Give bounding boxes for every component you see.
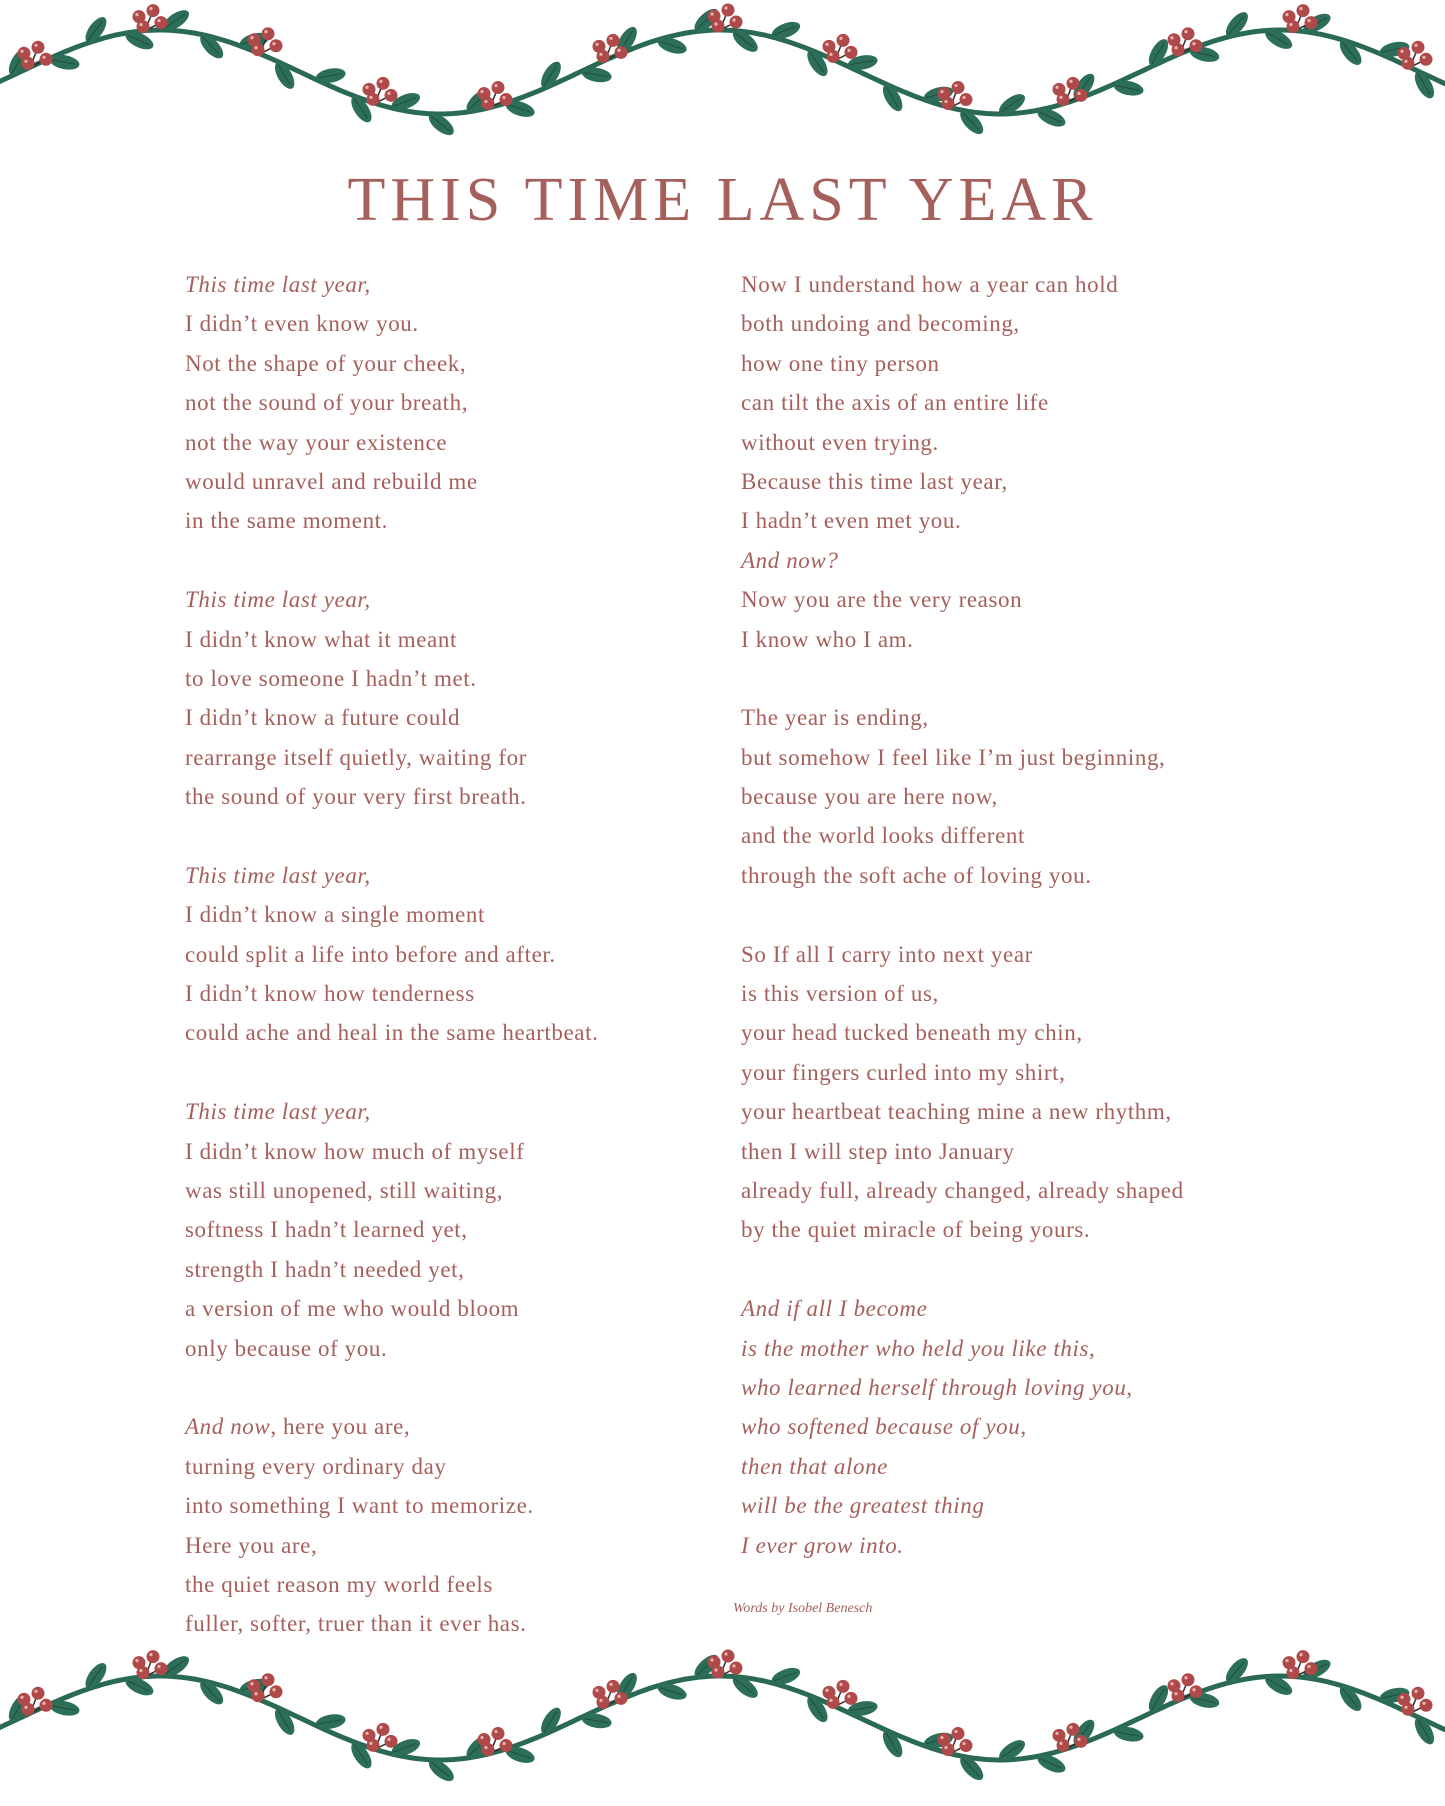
poem-line <box>741 1053 1261 1092</box>
poem-line-text: already full, already changed, already shaped <box>741 1177 1184 1203</box>
poem-line-text: is the mother who held you like this, <box>741 1335 1096 1361</box>
poem-line <box>185 1171 705 1210</box>
poem-line-text: only because of you. <box>185 1335 388 1361</box>
holly-garland-bottom <box>0 1646 1445 1806</box>
poem-line-text: to love someone I hadn’t met. <box>185 665 477 691</box>
poem-line <box>741 1013 1261 1052</box>
poem-line-text: This time last year, <box>185 862 371 888</box>
poem-line-text: The year is ending, <box>741 705 929 731</box>
poem-line-text: And if all I become <box>741 1296 928 1322</box>
poem-line <box>741 1250 1261 1289</box>
poem-line <box>185 1132 705 1171</box>
berry-cluster-icon <box>823 34 858 63</box>
poem-line-text: I hadn’t even met you. <box>741 508 962 534</box>
poem-line-text: could ache and heal in the same heartbeat. <box>185 1020 599 1046</box>
poem-line-text: your fingers curled into my shirt, <box>741 1059 1066 1085</box>
poem-line <box>741 423 1261 462</box>
poem-line-text: could split a life into before and after. <box>185 941 556 967</box>
poem-line-text: not the way your existence <box>185 429 448 455</box>
poem-line-text-rest: , here you are, <box>270 1414 411 1440</box>
poem-line-text: the quiet reason my world feels <box>185 1571 493 1597</box>
poem-line <box>741 265 1261 304</box>
poem-line-text: This time last year, <box>185 587 371 613</box>
poem-line-text: Not the shape of your cheek, <box>185 350 467 376</box>
poem-line-text: I didn’t know a future could <box>185 705 461 731</box>
poem-line <box>741 1171 1261 1210</box>
poem-line <box>185 1526 705 1565</box>
author-credit: Words by Isobel Benesch <box>733 1601 873 1616</box>
poem-line <box>185 1486 705 1525</box>
poem-line-text: So If all I carry into next year <box>741 941 1033 967</box>
berry-cluster-icon <box>18 41 53 70</box>
berry-cluster-icon <box>248 27 283 56</box>
poem-line-text: I didn’t know a single moment <box>185 902 485 928</box>
poem-line-text: I didn’t know how much of myself <box>185 1138 525 1164</box>
berry-cluster-icon <box>938 81 973 110</box>
poem-line <box>741 1486 1261 1525</box>
poem-line <box>185 816 705 855</box>
poem-line <box>741 1368 1261 1407</box>
poem-line <box>185 895 705 934</box>
poem-line <box>741 777 1261 816</box>
poem-line <box>741 895 1261 934</box>
poem-line-text: because you are here now, <box>741 784 998 810</box>
poem-line-text: I know who I am. <box>741 626 914 652</box>
berry-cluster-icon <box>478 81 513 110</box>
poem-line <box>741 738 1261 777</box>
poem-line <box>185 1289 705 1328</box>
poem-line <box>741 659 1261 698</box>
poem-line-text: who softened because of you, <box>741 1414 1027 1440</box>
poem-line-text: by the quiet miracle of being yours. <box>741 1217 1091 1243</box>
poem-line <box>185 1013 705 1052</box>
poem-line-text: through the soft ache of loving you. <box>741 862 1092 888</box>
berry-cluster-icon <box>1168 1673 1203 1702</box>
poem-line <box>741 620 1261 659</box>
poem-line-text: Because this time last year, <box>741 468 1008 494</box>
poem-line-text: I didn’t know how tenderness <box>185 981 475 1007</box>
poem-line <box>185 304 705 343</box>
poem-line <box>185 777 705 816</box>
poem-line <box>185 1092 705 1131</box>
poem-line <box>185 1407 705 1446</box>
poem-line-text: the sound of your very first breath. <box>185 784 527 810</box>
poem-line-text: without even trying. <box>741 429 939 455</box>
poem-line-text: is this version of us, <box>741 981 939 1007</box>
poem-line-text: softness I hadn’t learned yet, <box>185 1217 468 1243</box>
poem-line <box>741 304 1261 343</box>
berry-cluster-icon <box>133 1650 168 1679</box>
poem-line-text: I didn’t even know you. <box>185 311 419 337</box>
poem-line-text: can tilt the axis of an entire life <box>741 390 1049 416</box>
berry-cluster-icon <box>823 1680 858 1709</box>
berry-cluster-icon <box>478 1727 513 1756</box>
poem-line <box>741 1447 1261 1486</box>
poem-line-text: I didn’t know what it meant <box>185 626 457 652</box>
poem-line-text: I ever grow into. <box>741 1532 904 1558</box>
poem-line <box>185 580 705 619</box>
berry-cluster-icon <box>363 1723 398 1752</box>
poem-line <box>185 659 705 698</box>
berry-cluster-icon <box>248 1673 283 1702</box>
berry-cluster-icon <box>938 1727 973 1756</box>
poem-line <box>185 856 705 895</box>
poem-line <box>185 501 705 540</box>
poem-line-text: and the world looks different <box>741 823 1025 849</box>
poem-title: THIS TIME LAST YEAR <box>347 166 1098 234</box>
poem-line-text: in the same moment. <box>185 508 389 534</box>
poem-line-text: Now I understand how a year can hold <box>741 272 1119 297</box>
poem-line <box>185 1053 705 1092</box>
poem-line <box>741 1526 1261 1565</box>
poem-line <box>185 1250 705 1289</box>
berry-cluster-icon <box>708 4 743 33</box>
poem-line <box>185 1329 705 1368</box>
poem-line <box>185 974 705 1013</box>
poem-line <box>185 738 705 777</box>
berry-cluster-icon <box>18 1687 53 1716</box>
poem-line <box>741 383 1261 422</box>
poem-line <box>185 462 705 501</box>
poem-line-text: fuller, softer, truer than it ever has. <box>185 1611 527 1637</box>
poem-line-text: would unravel and rebuild me <box>185 468 478 494</box>
poem-line <box>741 1289 1261 1328</box>
poem-line-text: strength I hadn’t needed yet, <box>185 1256 465 1282</box>
poem-line <box>185 423 705 462</box>
poem-line-text: will be the greatest thing <box>741 1493 985 1519</box>
poem-line <box>185 1565 705 1604</box>
poem-line <box>185 265 705 304</box>
poem-line-text: Here you are, <box>185 1532 318 1558</box>
berry-cluster-icon <box>1283 4 1318 33</box>
holly-garland-top <box>0 0 1445 160</box>
poem-line <box>741 580 1261 619</box>
poem-line <box>741 541 1261 580</box>
berry-cluster-icon <box>133 4 168 33</box>
poem-line-text: was still unopened, still waiting, <box>185 1177 504 1203</box>
poem-line <box>185 344 705 383</box>
poem-line <box>741 1407 1261 1446</box>
berry-cluster-icon <box>708 1650 743 1679</box>
poem-line-text: a version of me who would bloom <box>185 1296 520 1322</box>
poem-line-text: turning every ordinary day <box>185 1453 447 1479</box>
poem-line <box>741 1132 1261 1171</box>
poem-right-column <box>741 265 1261 1565</box>
poem-line <box>741 698 1261 737</box>
poem-line <box>741 462 1261 501</box>
poem-line <box>185 1210 705 1249</box>
poem-line <box>185 1604 705 1643</box>
poem-left-column <box>185 265 705 1644</box>
poem-line <box>741 974 1261 1013</box>
poem-line <box>741 856 1261 895</box>
poem-line-text: Now you are the very reason <box>741 587 1023 613</box>
poem-line <box>185 698 705 737</box>
poem-line-text: then that alone <box>741 1453 888 1479</box>
berry-cluster-icon <box>1283 1650 1318 1679</box>
poem-line-text: who learned herself through loving you, <box>741 1374 1133 1400</box>
poem-line <box>185 1447 705 1486</box>
poem-line <box>741 935 1261 974</box>
poem-line-text: but somehow I feel like I’m just beginning, <box>741 744 1166 770</box>
poem-line-text: both undoing and becoming, <box>741 311 1020 337</box>
berry-cluster-icon <box>363 77 398 106</box>
poem-line-text: not the sound of your breath, <box>185 390 469 416</box>
poem-line <box>185 541 705 580</box>
poem-line <box>185 1368 705 1407</box>
poem-line <box>741 1210 1261 1249</box>
poem-line <box>741 1329 1261 1368</box>
poem-line <box>741 816 1261 855</box>
poem-line-text: This time last year, <box>185 272 371 297</box>
poem-line-text: then I will step into January <box>741 1138 1015 1164</box>
poem-line <box>741 501 1261 540</box>
poem-line <box>741 1092 1261 1131</box>
poem-line <box>185 620 705 659</box>
berry-cluster-icon <box>1168 27 1203 56</box>
poem-line <box>741 344 1261 383</box>
poem-line <box>185 383 705 422</box>
poem-line-text: And now? <box>741 547 839 573</box>
poem-line-text: And now <box>185 1414 271 1440</box>
poem-line <box>185 935 705 974</box>
poem-line-text: your head tucked beneath my chin, <box>741 1020 1083 1046</box>
poem-line-text: your heartbeat teaching mine a new rhythm, <box>741 1099 1172 1125</box>
poem-line-text: into something I want to memorize. <box>185 1493 534 1519</box>
poem-line-text: how one tiny person <box>741 350 940 376</box>
poem-line-text: This time last year, <box>185 1099 371 1125</box>
poem-line-text: rearrange itself quietly, waiting for <box>185 744 527 770</box>
